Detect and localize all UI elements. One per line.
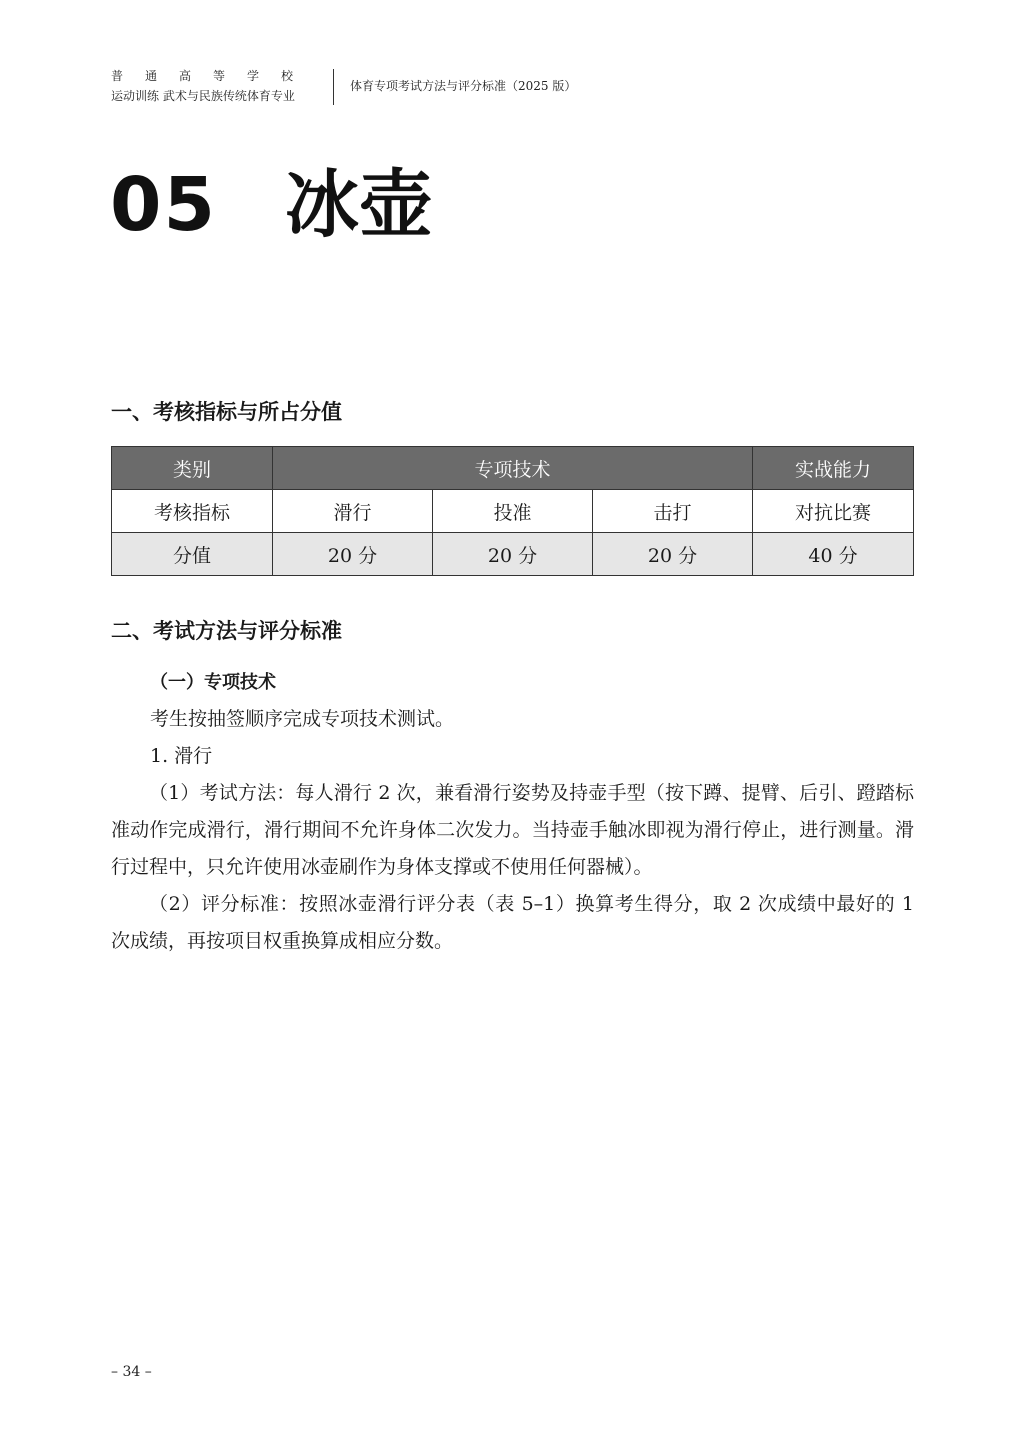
header-document-title: 体育专项考试方法与评分标准（2025 版） — [350, 79, 577, 93]
method-paragraph: （1）考试方法：每人滑行 2 次，兼看滑行姿势及持壶手型（按下蹲、提臂、后引、蹬踏标准动作完成滑行，滑行期间不允许身体二次发力。当持壶手触冰即视为滑行停止，进行测量。滑行过程中，只允许使用冰壶刷作为身体支撑或不使用任何器械）。 — [111, 782, 914, 878]
header-institution: 普通高等学校 — [111, 69, 316, 83]
chapter-title — [110, 160, 433, 250]
table-header-row — [112, 447, 914, 490]
table-header-category: 类别 — [112, 447, 273, 490]
intro-paragraph: 考生按抽签顺序完成专项技术测试。 — [150, 708, 455, 730]
chapter-number: 05 — [110, 162, 217, 248]
table-cell: 投准 — [433, 490, 593, 533]
page-number: – 34 – — [111, 1364, 152, 1380]
page-header — [111, 66, 576, 106]
chapter-name: 冰壶 — [284, 162, 433, 248]
table-cell-label: 分值 — [112, 533, 273, 576]
item-title-gliding: 1. 滑行 — [150, 745, 213, 767]
section-heading-assessment: 一、考核指标与所占分值 — [111, 399, 342, 424]
table-cell: 20 分 — [273, 533, 433, 576]
header-left-block — [111, 66, 315, 106]
table-cell: 对抗比赛 — [753, 490, 914, 533]
section-heading-methods: 二、考试方法与评分标准 — [111, 618, 342, 643]
table-cell: 击打 — [593, 490, 753, 533]
subsection-heading-technique: （一）专项技术 — [150, 672, 276, 693]
table-header-technique: 专项技术 — [273, 447, 753, 490]
score-table — [111, 446, 914, 576]
header-divider — [333, 69, 334, 105]
header-major: 运动训练 武术与民族传统体育专业 — [111, 89, 295, 103]
table-row — [112, 490, 914, 533]
table-cell: 40 分 — [753, 533, 914, 576]
table-header-combat: 实战能力 — [753, 447, 914, 490]
table-cell-label: 考核指标 — [112, 490, 273, 533]
table-cell: 20 分 — [593, 533, 753, 576]
standard-paragraph: （2）评分标准：按照冰壶滑行评分表（表 5–1）换算考生得分，取 2 次成绩中最好的 1 次成绩，再按项目权重换算成相应分数。 — [111, 893, 914, 952]
table-row — [112, 533, 914, 576]
table-cell: 滑行 — [273, 490, 433, 533]
table-cell: 20 分 — [433, 533, 593, 576]
